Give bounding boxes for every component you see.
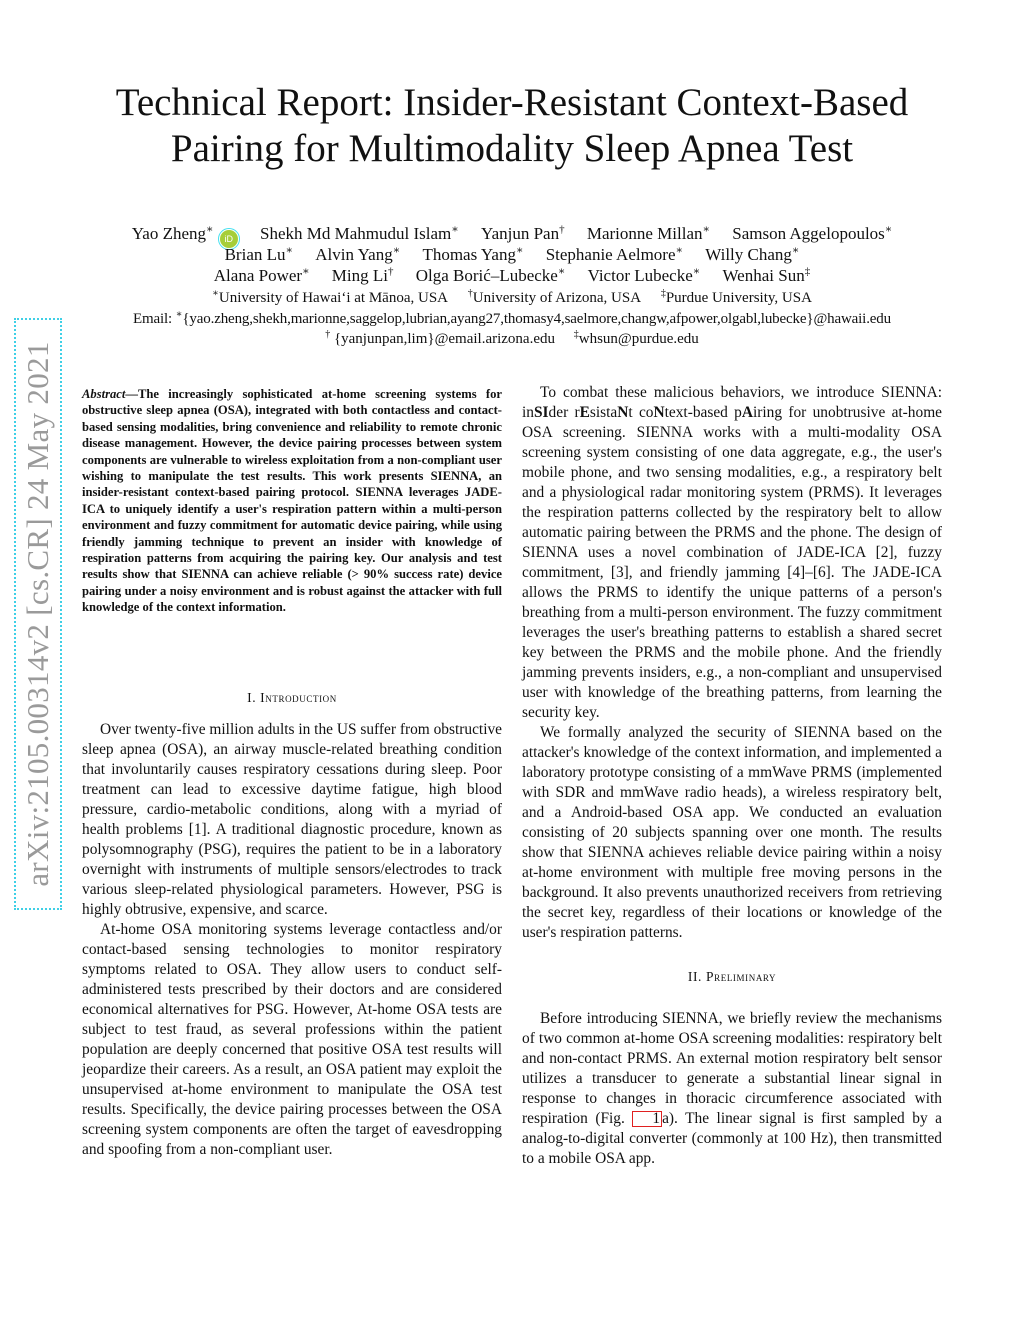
section-1-heading: I. Introduction: [247, 690, 337, 705]
author: Marionne Millan∗: [586, 223, 710, 243]
paragraph: Before introducing SIENNA, we briefly review the mechanisms of two common at-home OSA screening modalities: respiratory belt and non-contact PRMS. An external motion respiratory belt sensor utilizes a transducer to generate a substantial linear signal in response to changes in thoracic circumference associated with respiration (Fig. 1 a). The linear signal is first sampled by a analog-to-digital converter (commonly at 100 Hz), then transmitted to a mobile OSA app.: [522, 1010, 943, 1167]
author: Yanjun Pan†: [481, 223, 565, 243]
author: Willy Chang∗: [705, 244, 800, 264]
author: Alana Power∗: [213, 265, 310, 285]
author: Thomas Yang∗: [422, 244, 524, 264]
author: Wenhai Sun‡: [722, 265, 811, 285]
paper-title: [70, 80, 954, 172]
affiliation: ∗University of Hawai‘i at Mānoa, USA: [212, 288, 448, 306]
author-row-3: [60, 264, 964, 286]
email-address: {yao.zheng,shekh,marionne,saggelop,lubrian,ayang27,thomasy4,saelmore,changw,afpower,olgabl,lubecke}@hawaii.edu: [182, 311, 892, 327]
paragraph: At-home OSA monitoring systems leverage contactless and/or contact-based sensing technologies to monitor respiratory symptoms related to OSA. They allow users to conduct self-administered tests prescribed by their doctors and are considered economical alternatives for PSG. However, At-home OSA tests are subject to test fraud, as several professions within the patient population are deeply concerned that positive OSA test results will jeopardize their careers. As a result, an OSA patient may exploit the unsupervised at-home environment to manipulate the OSA test results. Specifically, the device pairing processes between the OSA screening system components are often the target of eavesdropping and spoofing from a non-compliant user.: [82, 921, 502, 1158]
arxiv-identifier: arXiv:2105.00314v2 [cs.CR] 24 May 2021: [20, 341, 55, 887]
affiliations: [40, 288, 984, 307]
author: Samson Aggelopoulos∗: [732, 223, 893, 243]
paragraph: Over twenty-five million adults in the US suffer from obstructive sleep apnea (OSA), an airway muscle-related breathing condition that involuntarily causes respiratory cessations during sleep. Poor treatment can lead to excessive daytime fatigue, high blood pressure, cardio-metabolic conditions, along with a myriad of health problems [1]. A traditional diagnostic procedure, known as polysomnography (PSG), requires the patient to be in a laboratory overnight with instruments of multiple sensors/electrodes to track various sleep-related physiological parameters. However, PSG is highly obtrusive, expensive, and scarce.: [82, 721, 502, 918]
orcid-icon[interactable]: iD: [220, 230, 238, 248]
abstract-label: Abstract: [82, 387, 126, 401]
right-column: [522, 383, 942, 1169]
arxiv-watermark: [14, 318, 62, 910]
email-line-1: Email: ∗{yao.zheng,shekh,marionne,saggelop,lubrian,ayang27,thomasy4,saelmore,changw,afpower,olgabl,lubecke}@hawaii.edu: [132, 309, 892, 327]
abstract: [82, 386, 502, 616]
email-line-2: † {yanjunpan,lim}@email.arizona.edu ‡whsun@purdue.edu: [325, 329, 699, 347]
email-address: whsun@purdue.edu: [578, 331, 699, 347]
author: Stephanie Aelmore∗: [545, 244, 683, 264]
paragraph: We formally analyzed the security of SIENNA based on the attacker's knowledge of the context information, and implemented a laboratory prototype consisting of a mmWave PRMS (implemented with SDR and mmWave radio heads), a wireless respiratory belt, and a Android-based OSA app. We conducted an evaluation consisting of 20 subjects spanning over one month. The results show that SIENNA achieves reliable device pairing within a noisy at-home environment with multiple free moving persons in the background. It also prevents unauthorized receivers from retrieving the secret key, regardless of their locations or knowledge of the user's respiration patterns.: [522, 724, 942, 941]
author: Olga Borić–Lubecke∗: [415, 265, 566, 285]
author: Shekh Md Mahmudul Islam∗: [260, 223, 459, 243]
title-line-1: Technical Report: Insider-Resistant Context-Based: [115, 81, 909, 124]
email-address: {yanjunpan,lim}@email.arizona.edu: [330, 331, 555, 347]
paragraph: To combat these malicious behaviors, we introduce SIENNA: inSIder rEsistaNt coNtext-based pAiring for unobtrusive at-home OSA screening. SIENNA works with a multi-modality OSA screening system consisting of one data aggregate, e.g., the user's mobile phone, and two sensing modalities, e.g., a respiratory belt and a physiological radar monitoring system (PRMS). It leverages the respiration patterns collected by the respiratory belt to allow automatic pairing between the PRMS and the phone. The design of SIENNA uses a novel combination of JADE-ICA [2], fuzzy commitment, [3], and friendly jamming [4]–[6]. The JADE-ICA allows the PRMS to identify the unique patterns of a person's breathing from a multi-person environment. The fuzzy commitment leverages the user's breathing patterns to establish a shared secret key between the PRMS and the mobile phone. And the friendly jamming prevents insiders, e.g., a non-compliant and unsupervised user with knowledge of the breathing patterns, from learning the security key.: [522, 384, 943, 721]
author: Victor Lubecke∗: [587, 265, 701, 285]
author: Alvin Yang∗: [315, 244, 401, 264]
author: Yao Zheng∗ iD: [132, 224, 238, 243]
author: Brian Lu∗: [224, 244, 293, 264]
section-2-heading: II. Preliminary: [687, 969, 777, 984]
affiliation: †University of Arizona, USA: [467, 288, 642, 306]
author-row-2: [60, 243, 964, 265]
abstract-text: —The increasingly sophisticated at-home screening systems for obstructive sleep apnea (OSA), integrated with both contactless and contact-based sensing modalities, bring convenience and reliability to remote chronic disease management. However, the device pairing processes between system components are vulnerable to wireless exploitation from a non-compliant user wishing to manipulate the test results. This work presents SIENNA, an insider-resistant context-based pairing protocol. SIENNA leverages JADE-ICA to uniquely identify a user's respiration pattern within a multi-person environment and fuzzy commitment for automatic device pairing, while using friendly jamming technique to prevent an insider with knowledge of respiration patterns from acquiring the pairing key. Our analysis and test results show that SIENNA can achieve reliable (> 90% success rate) device pairing under a noisy environment and is robust against the attacker with full knowledge of the context information.: [82, 387, 502, 615]
section-1: [82, 690, 502, 1160]
affiliation: ‡Purdue University, USA: [660, 288, 812, 306]
author: Ming Li†: [331, 265, 394, 285]
figure-reference-link[interactable]: 1: [632, 1111, 662, 1127]
title-line-2: Pairing for Multimodality Sleep Apnea Test: [170, 127, 854, 170]
